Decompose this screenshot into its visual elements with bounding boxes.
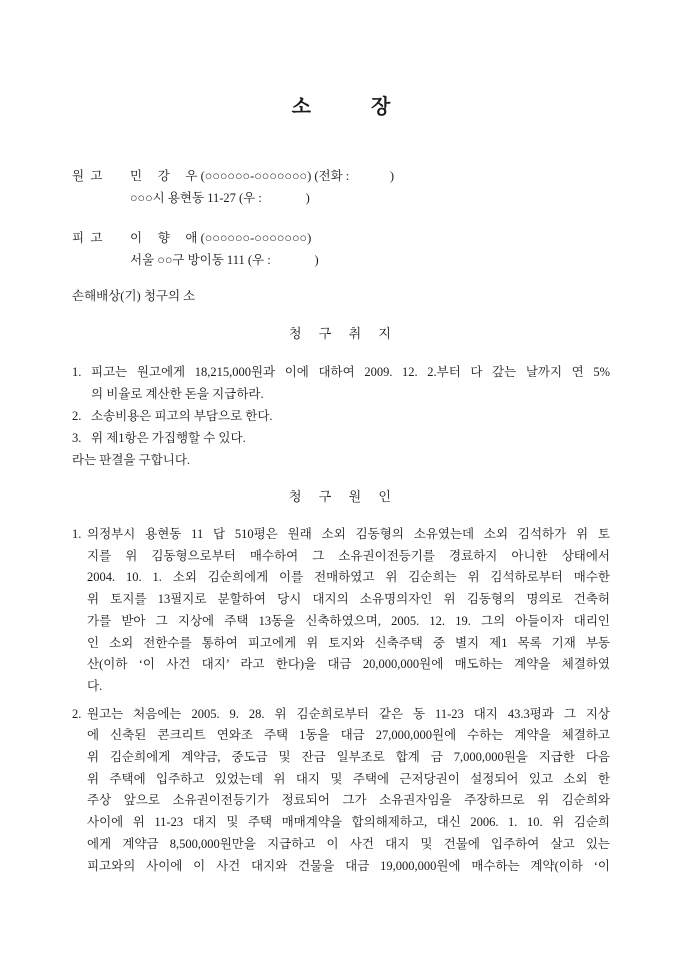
text-line: 의 비율로 계산한 돈을 지급하라. [91, 387, 264, 401]
cause-item-text [87, 524, 610, 698]
defendant-address-line: 서울 ○○구 방이동 111 (우 : ) [130, 253, 319, 267]
document-content [72, 0, 610, 877]
cause-item-number: 2. [72, 706, 82, 721]
text-line: 지를 위 김동형으로부터 매수하여 그 소유권이전등기를 경료하지 아니한 상태에서 [87, 548, 610, 563]
text-line: 에 신축된 콘크리트 연와조 주택 1동을 대금 27,000,000원에 수하는 계약을 체결하고 [87, 728, 610, 743]
text-line: 위 토지를 13필지로 분할하여 당시 대지의 소유명의자인 위 김동형의 명의로 건축허 [87, 592, 610, 607]
claim-list [72, 361, 610, 471]
claim-item [72, 427, 610, 449]
text-line: 피고와의 사이에 이 사건 대지와 건물을 대금 19,000,000원에 매수하는 계약(이하 ‘이 [87, 858, 610, 873]
claim-item-number: 3. [72, 431, 82, 445]
claim-item-number: 2. [72, 409, 82, 423]
plaintiff-role-label: 원 고 [72, 169, 103, 183]
cause-item [72, 524, 610, 698]
claim-section-heading: 청 구 취 지 [289, 326, 393, 341]
plaintiff-block [72, 165, 610, 209]
claim-closing-line: 라는 판결을 구합니다. [72, 453, 191, 467]
text-line: 소송비용은 피고의 부담으로 한다. [91, 409, 273, 423]
text-line: 위 주택에 입주하고 있었는데 위 대지 및 주택에 근저당권이 설정되어 있고 소외 한 [87, 771, 610, 786]
cause-item-text [87, 704, 610, 878]
plaintiff-name-row [72, 165, 610, 187]
text-line: 에게 계약금 8,500,000원만을 지급하고 이 사건 대지 및 건물에 입주하여 살고 있는 [87, 836, 610, 851]
claim-item-text [91, 361, 610, 405]
document-title: 소 장 [291, 96, 391, 118]
text-line: 다. [87, 678, 103, 693]
cause-item [72, 704, 610, 878]
text-line: 원고는 처음에는 2005. 9. 28. 위 김순희로부터 같은 동 11-23 대지 43.3평과 그 지상 [87, 706, 610, 721]
claim-item-text [91, 427, 610, 449]
claim-item-number: 1. [72, 365, 82, 379]
claim-item [72, 361, 610, 405]
plaintiff-address-row [72, 187, 610, 209]
claim-item-text [91, 405, 610, 427]
text-line: 사이에 위 11-23 대지 및 주택 매매계약을 합의해제하고, 대신 2006. 1. 10. 위 김순희 [87, 815, 610, 830]
defendant-name-line: 이 향 애 (○○○○○○-○○○○○○○) [130, 231, 312, 245]
defendant-role-label: 피 고 [72, 231, 103, 245]
text-line: 주상 앞으로 소유권이전등기가 정료되어 그가 소유권자임을 주장하므로 위 김순희와 [87, 793, 610, 808]
plaintiff-name-line: 민 강 우 (○○○○○○-○○○○○○○) (전화 : ) [130, 169, 395, 183]
defendant-name-row [72, 227, 610, 249]
text-line: 2004. 10. 1. 소외 김순희에게 이를 전매하였고 위 김순희는 위 김석하로부터 매수한 [87, 570, 610, 585]
text-line: 의정부시 용현동 11 답 510평은 원래 소외 김동형의 소유였는데 소외 김석하가 위 토 [87, 527, 610, 541]
defendant-block [72, 227, 610, 271]
text-line: 가를 받아 그 지상에 주택 13동을 신축하였으며, 2005. 12. 19. 그의 아들이자 대리인 [87, 613, 610, 628]
text-line: 위 제1항은 가집행할 수 있다. [91, 431, 246, 445]
plaintiff-address-line: ○○○시 용현동 11-27 (우 : ) [130, 191, 310, 205]
text-line: 피고는 원고에게 18,215,000원과 이에 대하여 2009. 12. 2.부터 다 갚는 날까지 연 5% [91, 365, 610, 379]
plaintiff-role-spacer [72, 187, 130, 209]
claim-item [72, 405, 610, 427]
text-line: 인 소외 전한수를 통하여 피고에게 위 토지와 신축주택 중 별지 제1 목록 기재 부동 [87, 635, 610, 650]
text-line: 위 김순희에게 계약금, 중도금 및 잔금 일부조로 합계 금 7,000,000원을 지급한 다음 [87, 750, 610, 765]
defendant-role-spacer [72, 249, 130, 271]
defendant-address-row [72, 249, 610, 271]
cause-item-number: 1. [72, 527, 82, 541]
case-title: 손해배상(기) 청구의 소 [72, 289, 196, 303]
cause-section-heading: 청 구 원 인 [289, 489, 393, 504]
text-line: 산(이하 ‘이 사건 대지’ 라고 한다)을 대금 20,000,000원에 매도하는 계약을 체결하였 [87, 657, 610, 672]
